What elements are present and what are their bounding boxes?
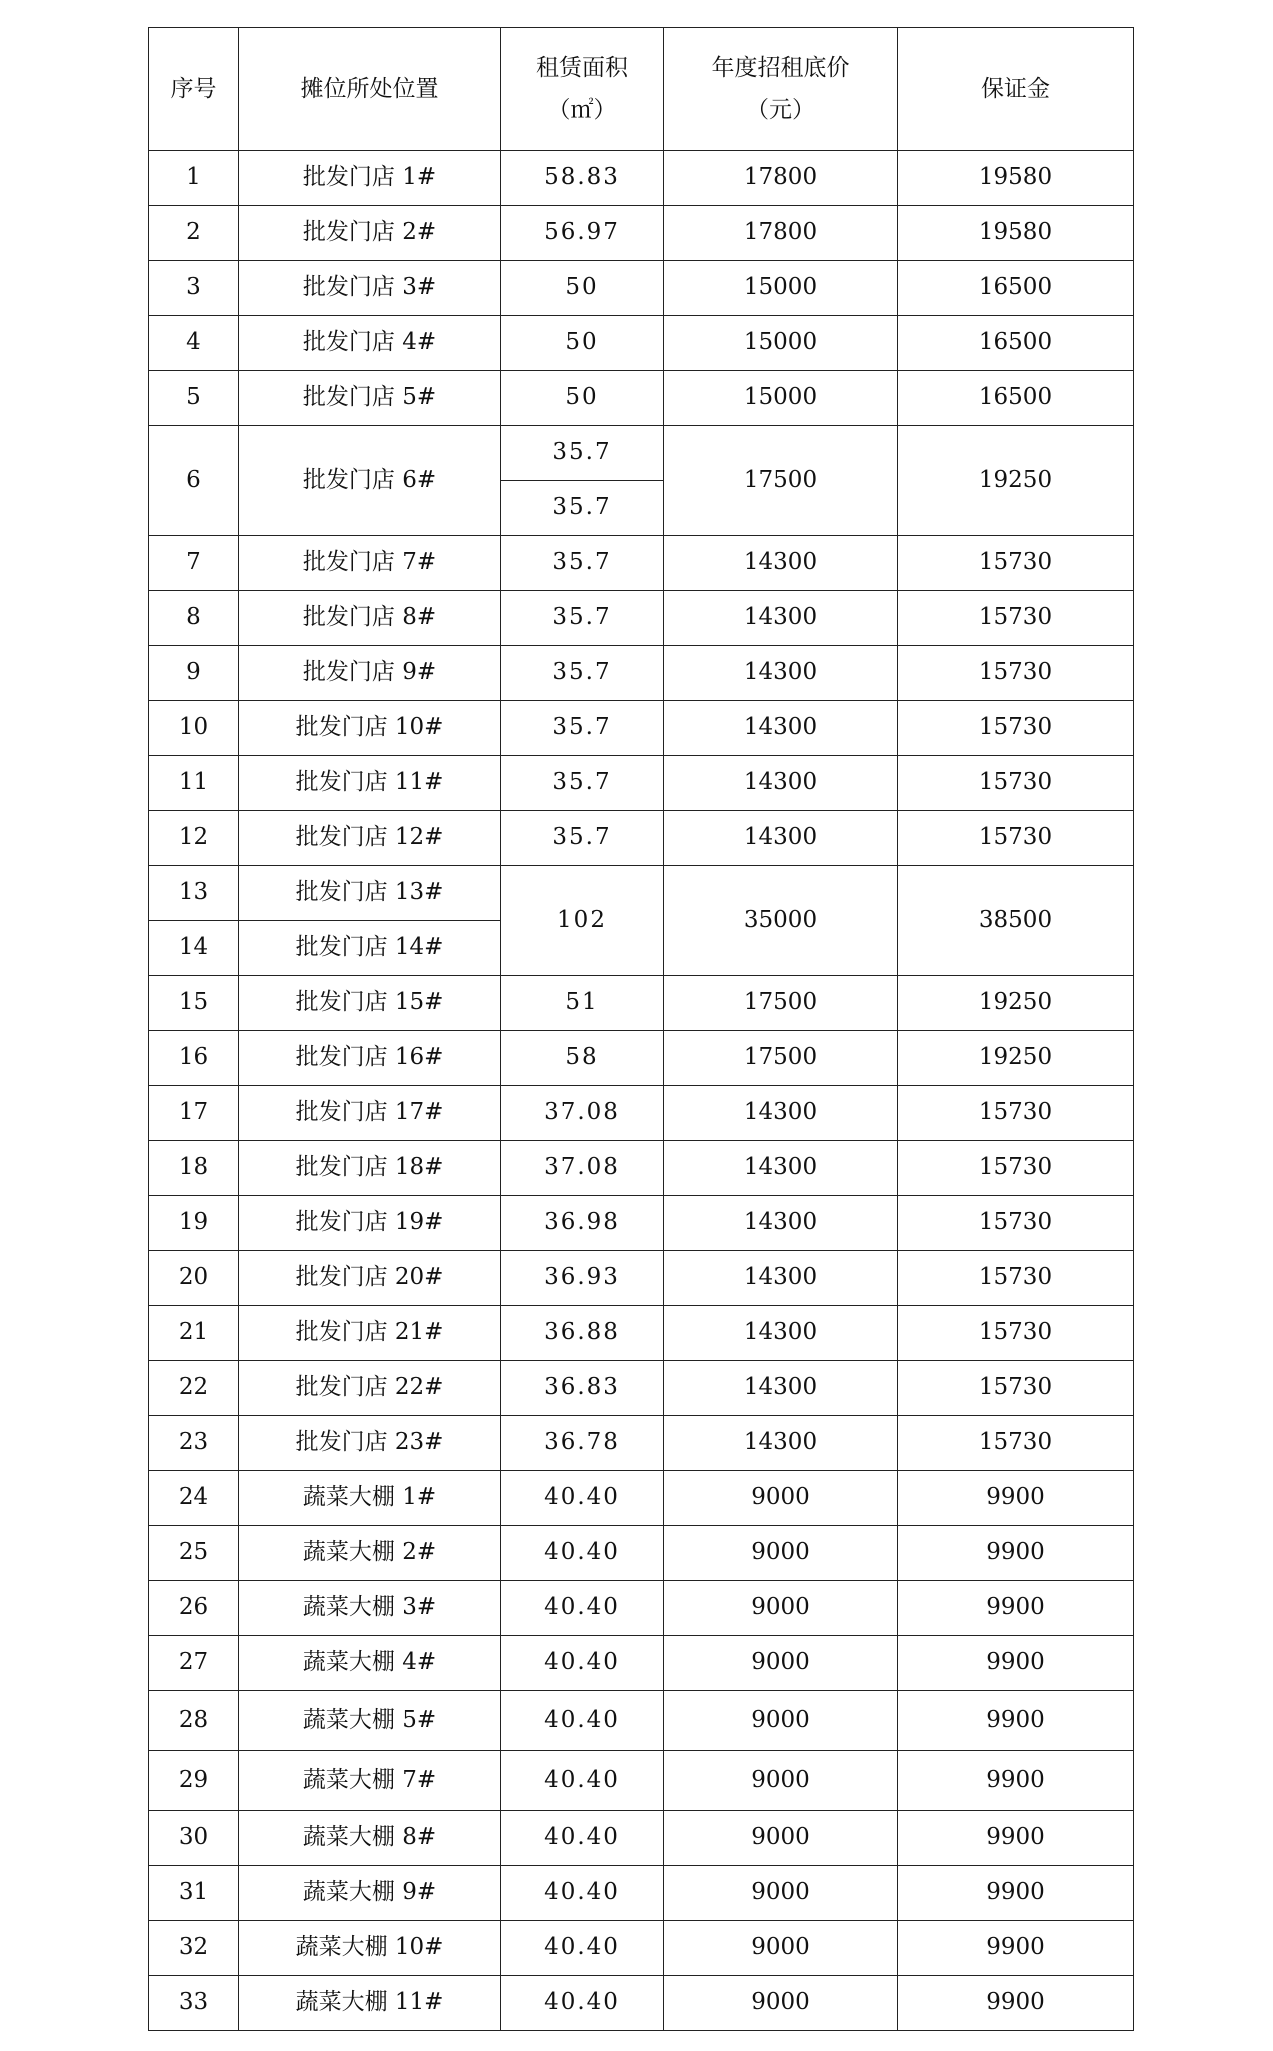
cell-price: 17800 [664,206,898,261]
cell-price: 14300 [664,1306,898,1361]
cell-area: 50 [501,316,664,371]
cell-seq: 8 [149,591,239,646]
cell-price: 17800 [664,151,898,206]
cell-deposit: 19250 [898,976,1134,1031]
cell-deposit: 9900 [898,1581,1134,1636]
cell-seq: 19 [149,1196,239,1251]
cell-location: 批发门店 13# [239,866,501,921]
cell-location: 批发门店 4# [239,316,501,371]
cell-location: 蔬菜大棚 1# [239,1471,501,1526]
cell-location: 蔬菜大棚 9# [239,1866,501,1921]
table-row [149,1921,1134,1976]
cell-seq: 17 [149,1086,239,1141]
table-row [149,1811,1134,1866]
header-seq: 序号 [149,28,239,151]
cell-seq: 7 [149,536,239,591]
table-row [149,371,1134,426]
cell-location: 批发门店 7# [239,536,501,591]
cell-area: 40.40 [501,1811,664,1866]
header-area-line1: 租赁面积 [536,55,628,81]
header-row [149,28,1134,151]
cell-location: 批发门店 18# [239,1141,501,1196]
cell-price: 17500 [664,1031,898,1086]
cell-deposit: 15730 [898,701,1134,756]
cell-seq: 32 [149,1921,239,1976]
cell-location: 蔬菜大棚 11# [239,1976,501,2031]
cell-seq: 27 [149,1636,239,1691]
cell-seq: 25 [149,1526,239,1581]
table-row [149,646,1134,701]
cell-deposit: 15730 [898,811,1134,866]
cell-seq: 26 [149,1581,239,1636]
cell-seq: 6 [149,426,239,536]
cell-location: 批发门店 20# [239,1251,501,1306]
cell-seq: 11 [149,756,239,811]
cell-area: 36.88 [501,1306,664,1361]
cell-deposit: 16500 [898,316,1134,371]
cell-location: 批发门店 6# [239,426,501,536]
cell-location: 蔬菜大棚 5# [239,1691,501,1751]
cell-price: 15000 [664,261,898,316]
cell-price: 14300 [664,811,898,866]
table-row [149,316,1134,371]
cell-deposit: 15730 [898,1196,1134,1251]
cell-seq: 18 [149,1141,239,1196]
table-row [149,1751,1134,1811]
table-row [149,151,1134,206]
cell-price: 9000 [664,1751,898,1811]
cell-area: 36.98 [501,1196,664,1251]
cell-price: 9000 [664,1526,898,1581]
cell-deposit: 15730 [898,1086,1134,1141]
cell-seq: 2 [149,206,239,261]
cell-area: 40.40 [501,1691,664,1751]
cell-area: 37.08 [501,1141,664,1196]
header-price [664,28,898,151]
cell-price: 17500 [664,426,898,536]
cell-location: 批发门店 9# [239,646,501,701]
cell-seq: 9 [149,646,239,701]
cell-seq: 28 [149,1691,239,1751]
cell-deposit: 16500 [898,261,1134,316]
cell-seq: 31 [149,1866,239,1921]
cell-price: 14300 [664,1196,898,1251]
cell-location: 批发门店 21# [239,1306,501,1361]
cell-location: 蔬菜大棚 7# [239,1751,501,1811]
cell-area: 40.40 [501,1751,664,1811]
cell-area: 36.93 [501,1251,664,1306]
cell-seq: 1 [149,151,239,206]
cell-area: 35.7 [501,426,664,481]
cell-area: 37.08 [501,1086,664,1141]
cell-deposit: 9900 [898,1921,1134,1976]
cell-price: 14300 [664,1361,898,1416]
cell-price: 35000 [664,866,898,976]
cell-seq: 20 [149,1251,239,1306]
cell-location: 批发门店 14# [239,921,501,976]
cell-deposit: 15730 [898,1416,1134,1471]
table-row [149,1866,1134,1921]
cell-deposit: 15730 [898,646,1134,701]
cell-deposit: 9900 [898,1976,1134,2031]
cell-location: 批发门店 22# [239,1361,501,1416]
table-row [149,811,1134,866]
cell-area: 36.78 [501,1416,664,1471]
cell-location: 批发门店 12# [239,811,501,866]
cell-location: 批发门店 17# [239,1086,501,1141]
cell-area: 40.40 [501,1581,664,1636]
rental-table [148,27,1134,2031]
cell-area: 35.7 [501,536,664,591]
table-row [149,1141,1134,1196]
cell-price: 9000 [664,1581,898,1636]
table-row [149,206,1134,261]
cell-price: 14300 [664,1141,898,1196]
cell-deposit: 15730 [898,756,1134,811]
cell-seq: 24 [149,1471,239,1526]
cell-deposit: 15730 [898,1306,1134,1361]
cell-area: 40.40 [501,1636,664,1691]
cell-deposit: 9900 [898,1526,1134,1581]
cell-price: 9000 [664,1471,898,1526]
table-row [149,1976,1134,2031]
cell-area: 50 [501,261,664,316]
table-row [149,536,1134,591]
cell-deposit: 19580 [898,151,1134,206]
table-row [149,1416,1134,1471]
table-row [149,1251,1134,1306]
table-row [149,701,1134,756]
cell-price: 14300 [664,591,898,646]
cell-price: 14300 [664,1086,898,1141]
cell-price: 9000 [664,1976,898,2031]
cell-area: 40.40 [501,1976,664,2031]
cell-area-second: 35.7 [501,481,664,536]
cell-price: 9000 [664,1691,898,1751]
cell-deposit: 9900 [898,1691,1134,1751]
cell-deposit: 19250 [898,1031,1134,1086]
cell-location: 蔬菜大棚 10# [239,1921,501,1976]
cell-seq: 30 [149,1811,239,1866]
cell-seq: 29 [149,1751,239,1811]
cell-area: 40.40 [501,1921,664,1976]
cell-area: 35.7 [501,591,664,646]
cell-deposit: 15730 [898,1251,1134,1306]
cell-price: 14300 [664,1251,898,1306]
table-row [149,756,1134,811]
cell-seq: 10 [149,701,239,756]
cell-location: 蔬菜大棚 4# [239,1636,501,1691]
cell-seq: 4 [149,316,239,371]
cell-deposit: 19250 [898,426,1134,536]
cell-price: 15000 [664,316,898,371]
cell-seq: 12 [149,811,239,866]
cell-location: 批发门店 16# [239,1031,501,1086]
cell-location: 蔬菜大棚 3# [239,1581,501,1636]
cell-seq: 15 [149,976,239,1031]
header-price-line2: （元） [746,97,815,123]
cell-location: 批发门店 15# [239,976,501,1031]
cell-deposit: 9900 [898,1636,1134,1691]
cell-deposit: 15730 [898,591,1134,646]
cell-location: 批发门店 5# [239,371,501,426]
cell-price: 17500 [664,976,898,1031]
table-row [149,866,1134,921]
header-area-line2: （㎡） [547,97,617,123]
table-row [149,1031,1134,1086]
cell-location: 蔬菜大棚 2# [239,1526,501,1581]
cell-price: 14300 [664,646,898,701]
cell-price: 14300 [664,701,898,756]
cell-deposit: 9900 [898,1811,1134,1866]
table-row [149,1471,1134,1526]
cell-deposit: 38500 [898,866,1134,976]
cell-deposit: 16500 [898,371,1134,426]
cell-location: 批发门店 23# [239,1416,501,1471]
cell-area: 50 [501,371,664,426]
table-row [149,1361,1134,1416]
cell-seq: 14 [149,921,239,976]
header-price-line1: 年度招租底价 [711,55,850,81]
cell-location: 批发门店 3# [239,261,501,316]
cell-price: 9000 [664,1811,898,1866]
cell-deposit: 19580 [898,206,1134,261]
cell-area: 102 [501,866,664,976]
header-location: 摊位所处位置 [239,28,501,151]
cell-area: 40.40 [501,1866,664,1921]
cell-location: 批发门店 11# [239,756,501,811]
cell-location: 批发门店 19# [239,1196,501,1251]
cell-area: 40.40 [501,1471,664,1526]
cell-area: 51 [501,976,664,1031]
cell-deposit: 9900 [898,1471,1134,1526]
cell-seq: 22 [149,1361,239,1416]
table-row [149,1196,1134,1251]
cell-area: 40.40 [501,1526,664,1581]
cell-deposit: 15730 [898,1141,1134,1196]
cell-seq: 21 [149,1306,239,1361]
cell-price: 9000 [664,1921,898,1976]
cell-location: 批发门店 10# [239,701,501,756]
cell-area: 58 [501,1031,664,1086]
header-area [501,28,664,151]
cell-seq: 5 [149,371,239,426]
cell-seq: 16 [149,1031,239,1086]
table-row [149,1526,1134,1581]
cell-deposit: 9900 [898,1866,1134,1921]
cell-area: 56.97 [501,206,664,261]
cell-deposit: 15730 [898,1361,1134,1416]
cell-seq: 13 [149,866,239,921]
cell-seq: 23 [149,1416,239,1471]
cell-area: 35.7 [501,646,664,701]
table-row [149,261,1134,316]
table-row [149,1691,1134,1751]
cell-price: 15000 [664,371,898,426]
cell-location: 批发门店 8# [239,591,501,646]
cell-location: 批发门店 1# [239,151,501,206]
cell-area: 58.83 [501,151,664,206]
table-row [149,426,1134,481]
table-row [149,1581,1134,1636]
cell-area: 35.7 [501,701,664,756]
cell-price: 14300 [664,756,898,811]
cell-location: 批发门店 2# [239,206,501,261]
table-row [149,591,1134,646]
table-row [149,1306,1134,1361]
cell-price: 9000 [664,1866,898,1921]
table-row [149,976,1134,1031]
cell-area: 35.7 [501,811,664,866]
cell-seq: 33 [149,1976,239,2031]
cell-price: 14300 [664,536,898,591]
cell-seq: 3 [149,261,239,316]
cell-area: 35.7 [501,756,664,811]
cell-deposit: 9900 [898,1751,1134,1811]
cell-area: 36.83 [501,1361,664,1416]
cell-location: 蔬菜大棚 8# [239,1811,501,1866]
header-deposit: 保证金 [898,28,1134,151]
cell-price: 9000 [664,1636,898,1691]
table-row [149,1086,1134,1141]
cell-deposit: 15730 [898,536,1134,591]
table-row [149,1636,1134,1691]
cell-price: 14300 [664,1416,898,1471]
